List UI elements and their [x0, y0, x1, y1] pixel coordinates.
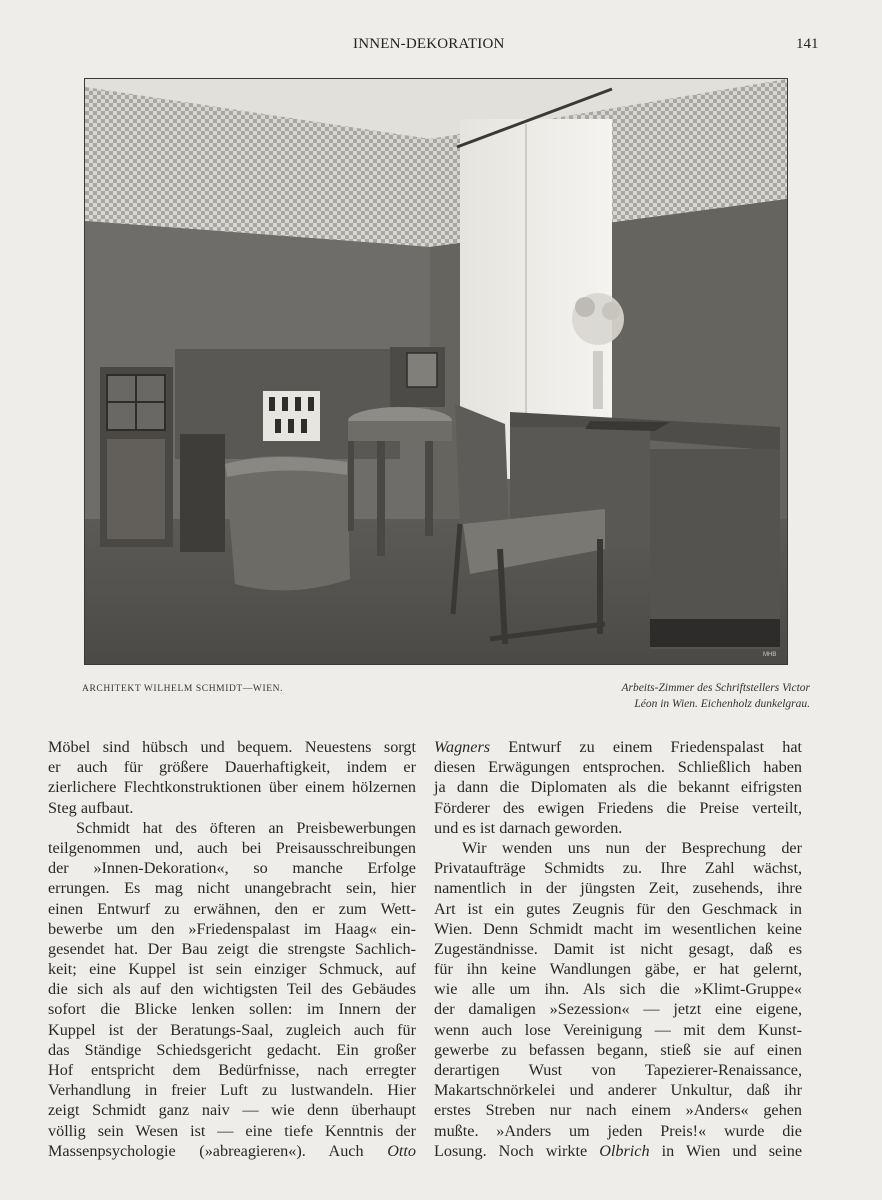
text-line: bewerbe um den »Friedenspalast im Haag« ein- [48, 919, 416, 938]
text-line: zeigt Schmidt ganz naiv — wie denn überhaupt [48, 1101, 416, 1120]
armchair [225, 456, 350, 590]
figure-credit: ARCHITEKT WILHELM SCHMIDT—WIEN. [82, 684, 284, 694]
text-line: gewerbe zu befassen begann, stieß sie auf einen [434, 1040, 802, 1059]
text-line: Art ist ein gutes Zeugnis für den Geschmack in [434, 899, 802, 918]
text-line: sofort die Blicke lenken sollen: im Innern der [48, 1000, 416, 1019]
room-illustration [85, 79, 787, 664]
text-line: diesen Erwägungen entsprochen. Schließlich haben [434, 758, 802, 777]
vase [593, 351, 603, 409]
text-line: Wir wenden uns nun der Besprechung der [462, 838, 802, 857]
text-column-left [48, 737, 416, 1161]
text-line: Makartschnörkelei und anderer Unkultur, daß ihr [434, 1081, 802, 1100]
journal-title: INNEN-DEKORATION [353, 36, 505, 52]
text-line: Zugeständnisse. Damit ist nicht gesagt, daß es [434, 939, 802, 958]
interior-photograph [85, 79, 787, 664]
text-line: der »Innen-Dekoration«, so manche Erfolge [48, 859, 416, 878]
emphasis: Olbrich [599, 1141, 650, 1160]
emphasis: Otto [387, 1141, 416, 1160]
text-line: Steg aufbaut. [48, 798, 134, 817]
text-line: einen Entwurf zu erwähnen, den er zum Wett- [48, 899, 416, 918]
text-line: das Ständige Schiedsgericht gedacht. Ein großer [48, 1040, 416, 1059]
text-line: zierlichere Flechtkonstruktionen über einem hölzernen [48, 778, 416, 797]
text-line: derartigen Wust von Tapezierer-Renaissance, [434, 1061, 802, 1079]
text-line: Möbel sind hübsch und bequem. Neuestens sorgt [48, 738, 416, 756]
text-line: Wagners Entwurf zu einem Friedenspalast hat [434, 738, 802, 756]
page-number: 141 [796, 36, 819, 52]
text-line: Schmidt hat des öfteren an Preisbewerbungen [76, 818, 416, 837]
text-line: für ihn keine Wandlungen gäbe, er hat gelernt, [434, 960, 802, 979]
text-line: ja dann die Diplomaten als die bekannt eifrigsten [434, 778, 802, 797]
text-line: namentlich in der jüngsten Zeit, zusehends, ihre [434, 879, 802, 898]
text-line: Verhandlung in freier Luft zu lustwandeln. Hier [48, 1081, 416, 1100]
text-line: gesendet hat. Der Bau zeigt die strengste Sachlich- [48, 939, 416, 958]
emphasis: Wagners [434, 738, 491, 756]
text-line: erstes Streben nur nach einem »Anders« gehen [434, 1101, 802, 1120]
text-line: Privataufträge Schmidts zu. Ihre Zahl wächst, [434, 859, 802, 878]
text-column-right [434, 737, 802, 1161]
text-line: wenn auch lose Vereinigung — mit dem Kunst- [434, 1020, 802, 1039]
photographer-mark: MHB [763, 652, 777, 658]
text-line: wie alle um ihn. Als sich die »Klimt-Gruppe« [434, 980, 802, 999]
figure-caption [540, 680, 810, 712]
side-stand [180, 434, 225, 552]
caption-line: Arbeits-Zimmer des Schriftstellers Victor [621, 682, 810, 694]
running-head [0, 36, 882, 56]
text-line: teilgenommen und, auch bei Preisausschreibungen [48, 838, 416, 857]
text-line: der damaligen »Sezession« — jetzt eine eigene, [434, 1000, 802, 1019]
text-line: er auch für größere Dauerhaftigkeit, indem er [48, 758, 416, 777]
text-line: Kuppel ist der Beratungs-Saal, zugleich auch für [48, 1020, 416, 1039]
text-line: Losung. Noch wirkte Olbrich in Wien und seine [434, 1141, 802, 1160]
text-line: mußte. »Anders um jeden Preis!« wurde die [434, 1121, 802, 1140]
text-line: Wien. Denn Schmidt macht im wesentlichen keine [434, 919, 802, 938]
text-line: und es ist darnach geworden. [434, 818, 623, 837]
text-line: Massenpsychologie (»abreagieren«). Auch Otto [48, 1141, 416, 1160]
text-line: völlig sein Wesen ist — eine tiefe Kenntnis der [48, 1121, 416, 1140]
text-line: Förderer des ewigen Friedens die Preise verteilt, [434, 798, 802, 817]
text-line: keit; eine Kuppel ist sein einziger Schmuck, auf [48, 960, 416, 979]
text-line: Hof entspricht dem Bedürfnisse, nach erregter [48, 1061, 416, 1079]
text-line: errungen. Es mag nicht unangebracht sein, hier [48, 879, 416, 898]
text-line: die sich als auf den wichtigsten Teil des Gebäudes [48, 980, 416, 999]
caption-line: Léon in Wien. Eichenholz dunkelgrau. [634, 698, 810, 710]
